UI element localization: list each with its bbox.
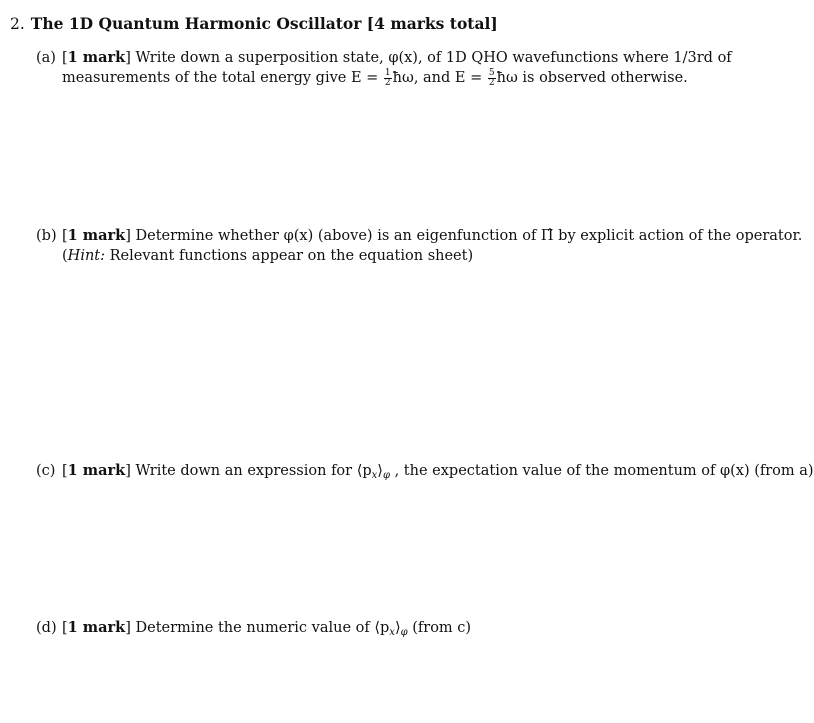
part-b-label: (b) xyxy=(36,228,57,244)
part-a-marks: [1 mark] xyxy=(62,49,131,66)
part-b-text-line1: Determine whether φ(x) (above) is an eigenfunction of Π̂ by explicit action of the operator. xyxy=(135,228,803,244)
part-a xyxy=(36,48,732,88)
part-c-label: (c) xyxy=(36,463,56,479)
question-number: 2. xyxy=(10,15,25,33)
part-b-hint: (Hint: Relevant functions appear on the equation sheet) xyxy=(62,248,474,264)
part-a-label: (a) xyxy=(36,50,56,66)
part-d-text: Determine the numeric value of $⟨p_x⟩_\varphi$ (from c) xyxy=(135,620,472,638)
part-b-marks: [1 mark] xyxy=(62,227,131,244)
part-b xyxy=(36,226,803,266)
part-d-marks: [1 mark] xyxy=(62,619,131,636)
fraction-one-half: $\frac{1}{2}$ xyxy=(384,67,391,88)
question-title xyxy=(10,14,498,33)
part-d xyxy=(36,618,726,643)
part-a-text-line1: Write down a superposition state, φ(x), of 1D QHO wavefunctions where 1/3rd of xyxy=(135,50,732,66)
part-d-label: (d) xyxy=(36,620,57,636)
part-c-text: Write down an expression for $⟨p_x⟩_\varphi$ , the expectation value of the momentum of φ(x) (from a) xyxy=(135,463,814,481)
question-heading: The 1D Quantum Harmonic Oscillator [4 marks total] xyxy=(30,14,498,33)
fraction-five-halves: $\frac{5}{2}$ xyxy=(488,67,495,88)
part-c-marks: [1 mark] xyxy=(62,462,131,479)
part-a-text-line2: measurements of the total energy give E = $\frac{1}{2}$ ħω, and E = $\frac{5}{2}$ ħω is observed otherwise. xyxy=(62,67,688,88)
part-c xyxy=(36,461,814,486)
